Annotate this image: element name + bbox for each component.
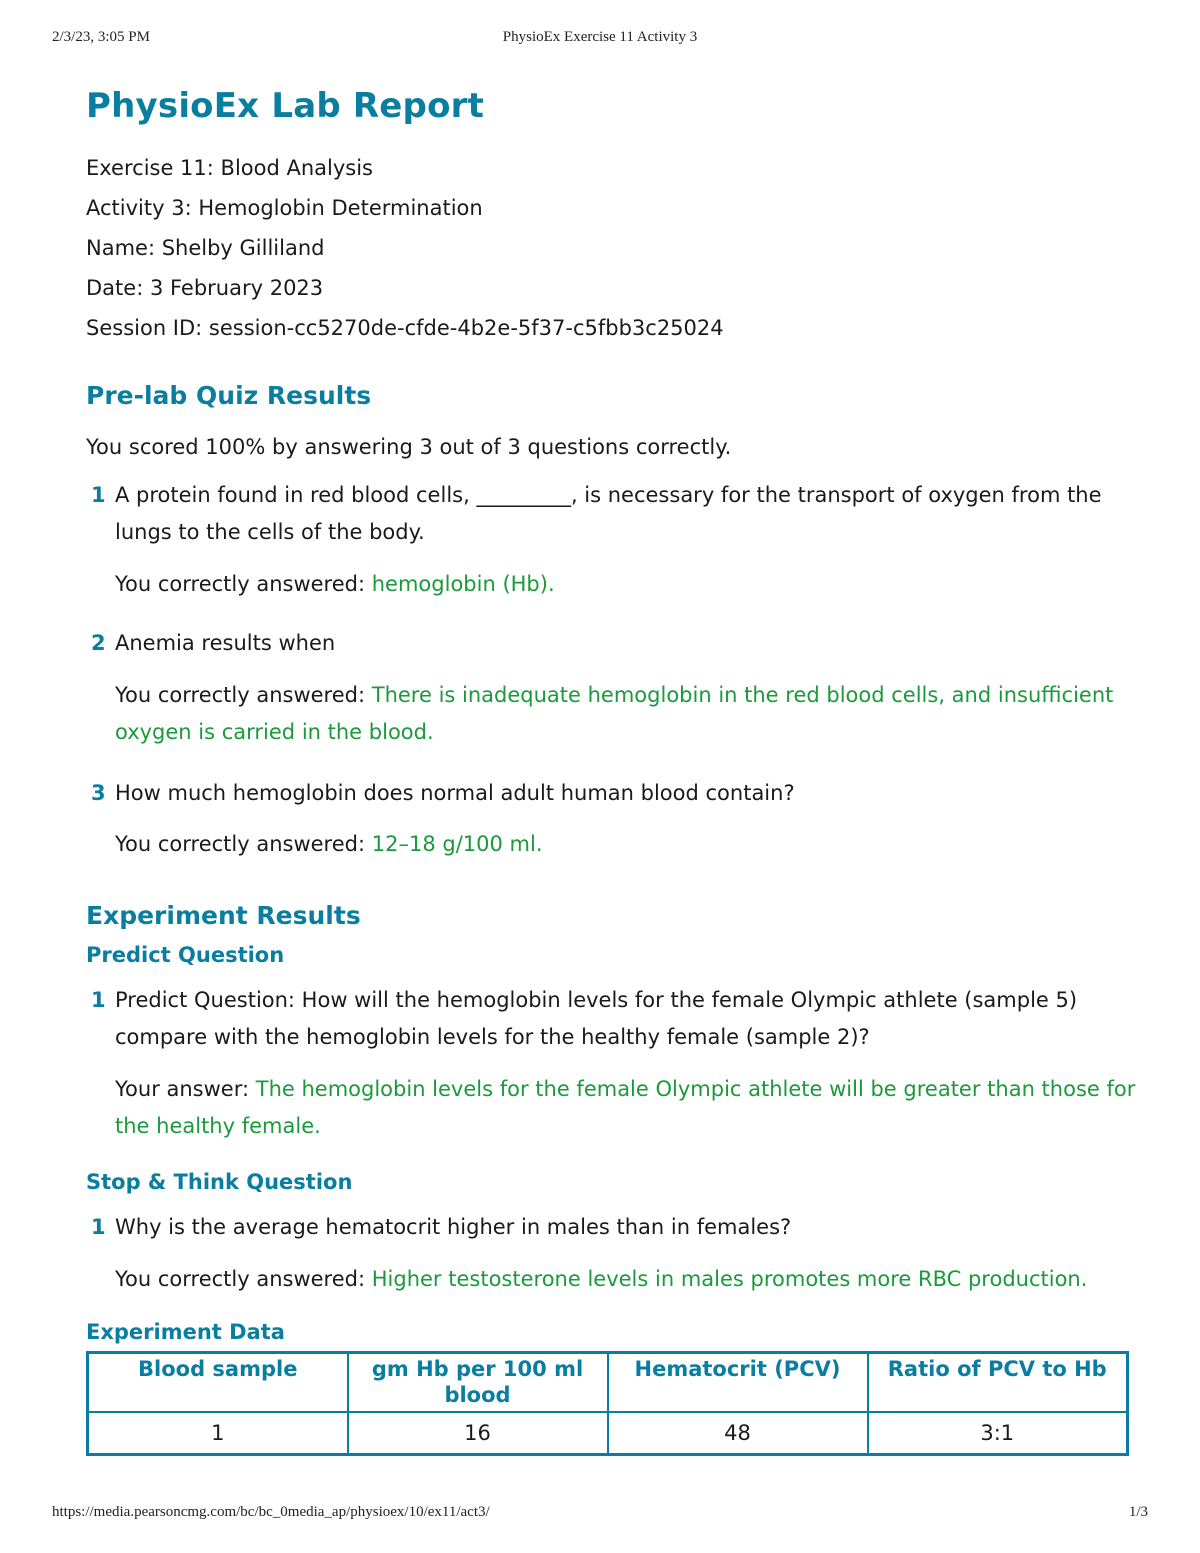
question-number: 1 bbox=[91, 1215, 106, 1239]
answer-prefix: You correctly answered: bbox=[115, 1267, 366, 1291]
meta-date: Date: 3 February 2023 bbox=[86, 276, 324, 300]
question-answer bbox=[115, 1261, 1136, 1298]
table-row bbox=[88, 1412, 1128, 1455]
table-cell: 3:1 bbox=[868, 1412, 1128, 1455]
column-header: gm Hb per 100 ml blood bbox=[348, 1353, 608, 1413]
meta-exercise: Exercise 11: Blood Analysis bbox=[86, 156, 373, 180]
lab-report bbox=[86, 82, 1136, 1456]
column-header: Ratio of PCV to Hb bbox=[868, 1353, 1128, 1413]
prelab-score: You scored 100% by answering 3 out of 3 questions correctly. bbox=[86, 435, 732, 459]
table-cell: 16 bbox=[348, 1412, 608, 1455]
answer-value: The hemoglobin levels for the female Olympic athlete will be greater than those for the healthy female. bbox=[115, 1077, 1136, 1138]
question-text: Anemia results when bbox=[115, 631, 336, 655]
question-text: Why is the average hematocrit higher in males than in females? bbox=[115, 1215, 792, 1239]
answer-value: Higher testosterone levels in males promotes more RBC production. bbox=[371, 1267, 1088, 1291]
prelab-question-2 bbox=[86, 625, 1136, 751]
question-answer bbox=[115, 1071, 1136, 1145]
table-header-row bbox=[88, 1353, 1128, 1413]
question-text: Predict Question: How will the hemoglobin levels for the female Olympic athlete (sample 5) compare with the hemoglobin levels for the healthy female (sample 2)? bbox=[115, 988, 1078, 1049]
meta-session-id: Session ID: session-cc5270de-cfde-4b2e-5f37-c5fbb3c25024 bbox=[86, 316, 724, 340]
question-text: A protein found in red blood cells, _________, is necessary for the transport of oxygen from the lungs to the cells of the body. bbox=[115, 483, 1102, 544]
report-title: PhysioEx Lab Report bbox=[86, 86, 485, 126]
answer-prefix: You correctly answered: bbox=[115, 572, 366, 596]
print-page-number: 1/3 bbox=[1128, 1504, 1148, 1520]
predict-heading: Predict Question bbox=[86, 943, 285, 967]
stop-think-question bbox=[86, 1209, 1136, 1298]
print-url[interactable]: https://media.pearsoncmg.com/bc/bc_0media_ap/physioex/10/ex11/act3/ bbox=[52, 1504, 490, 1520]
answer-prefix: You correctly answered: bbox=[115, 683, 366, 707]
question-answer bbox=[115, 826, 1136, 863]
column-header: Blood sample bbox=[88, 1353, 348, 1413]
answer-value: hemoglobin (Hb). bbox=[371, 572, 555, 596]
print-page-title: PhysioEx Exercise 11 Activity 3 bbox=[502, 29, 698, 45]
table-cell: 1 bbox=[88, 1412, 348, 1455]
answer-value: 12–18 g/100 ml. bbox=[371, 832, 543, 856]
column-header: Hematocrit (PCV) bbox=[608, 1353, 868, 1413]
question-number: 3 bbox=[91, 781, 106, 805]
answer-prefix: You correctly answered: bbox=[115, 832, 366, 856]
answer-value: There is inadequate hemoglobin in the red blood cells, and insufficient oxygen is carried in the blood. bbox=[115, 683, 1114, 744]
question-number: 1 bbox=[91, 483, 106, 507]
table-cell: 48 bbox=[608, 1412, 868, 1455]
experiment-data-heading: Experiment Data bbox=[86, 1320, 285, 1344]
report-meta bbox=[86, 148, 1136, 348]
print-datetime: 2/3/23, 3:05 PM bbox=[52, 29, 150, 45]
meta-name: Name: Shelby Gilliland bbox=[86, 236, 325, 260]
print-header bbox=[52, 29, 1148, 49]
question-number: 1 bbox=[91, 988, 106, 1012]
prelab-question-1 bbox=[86, 477, 1136, 603]
print-footer bbox=[52, 1504, 1148, 1524]
stop-think-heading: Stop & Think Question bbox=[86, 1170, 353, 1194]
meta-activity: Activity 3: Hemoglobin Determination bbox=[86, 196, 483, 220]
question-answer bbox=[115, 566, 1136, 603]
question-number: 2 bbox=[91, 631, 106, 655]
experiment-heading: Experiment Results bbox=[86, 901, 361, 930]
prelab-heading: Pre-lab Quiz Results bbox=[86, 381, 372, 410]
prelab-question-3 bbox=[86, 775, 1136, 863]
question-answer bbox=[115, 677, 1136, 751]
question-text: How much hemoglobin does normal adult human blood contain? bbox=[115, 781, 795, 805]
predict-question bbox=[86, 982, 1136, 1145]
experiment-data-table bbox=[86, 1351, 1129, 1456]
answer-prefix: Your answer: bbox=[115, 1077, 250, 1101]
